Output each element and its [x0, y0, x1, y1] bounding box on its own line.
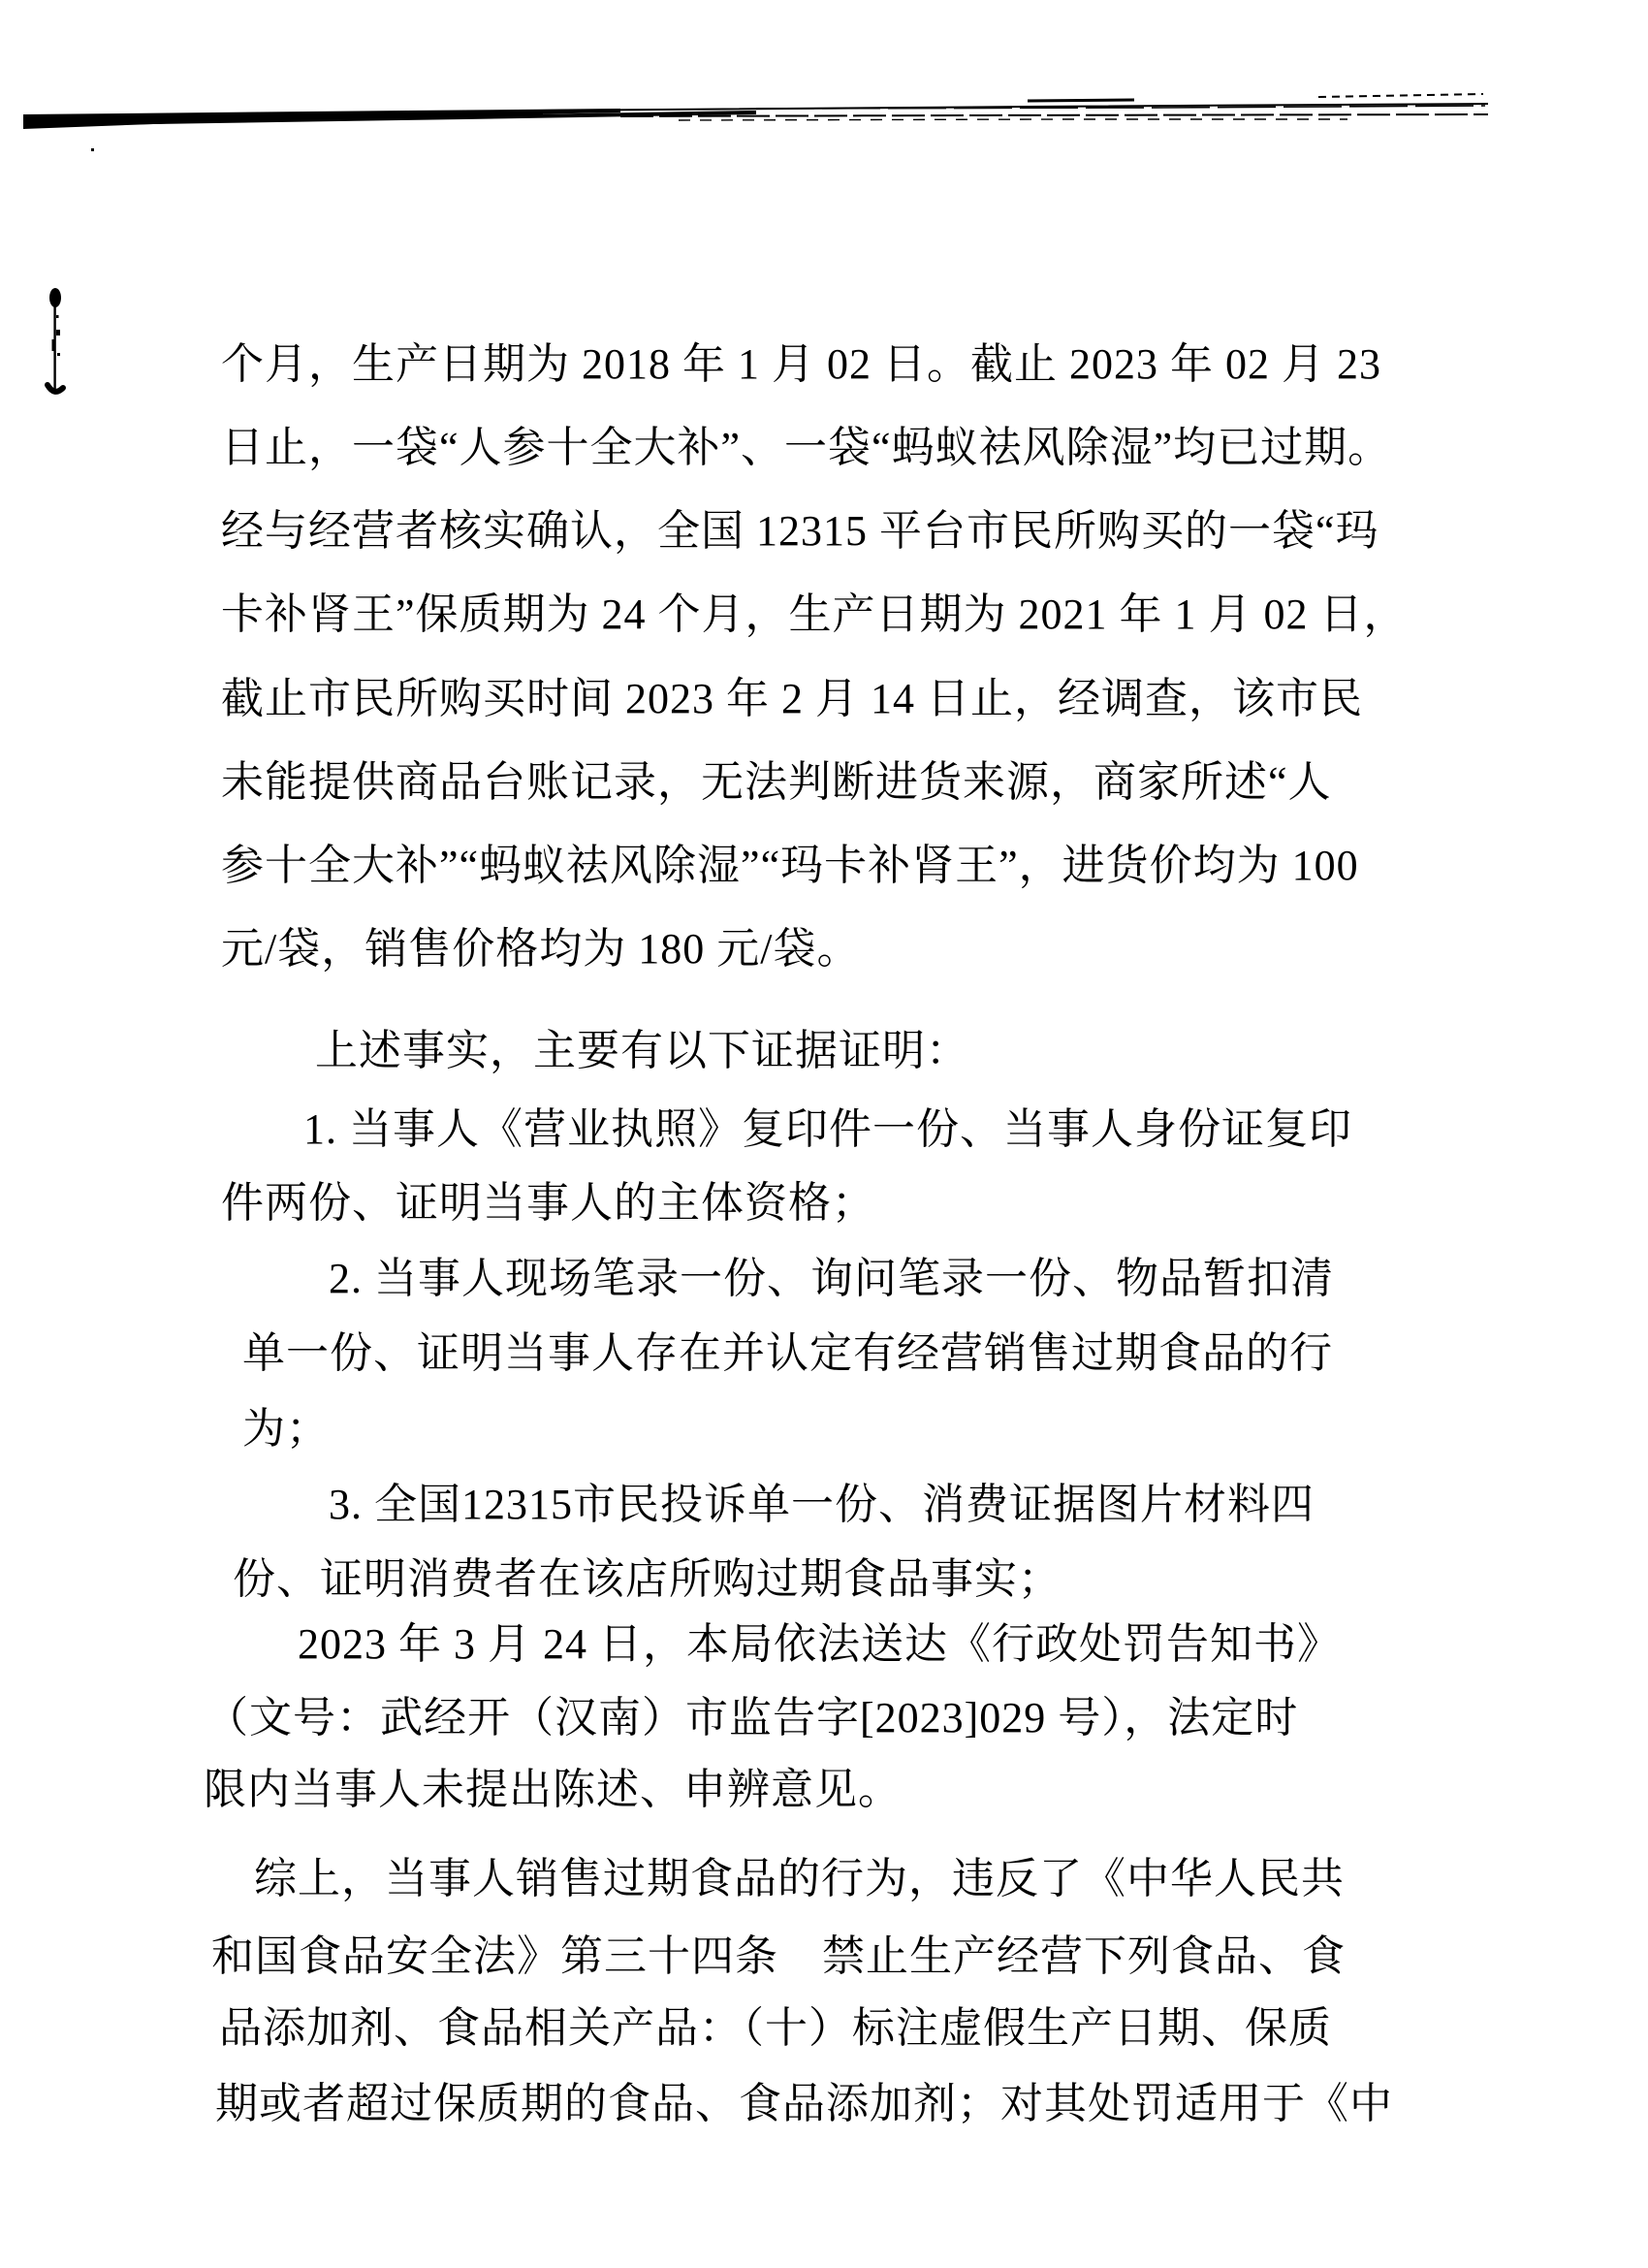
text-line: 件两份、证明当事人的主体资格； [221, 1179, 875, 1227]
text-line: 2023 年 3 月 24 日，本局依法送达《行政处罚告知书》 [298, 1620, 1341, 1668]
scan-streak-artifact [0, 0, 1648, 213]
text-line: 经与经营者核实确认，全国 12315 平台市民所购买的一袋“玛 [221, 507, 1379, 555]
text-line: 2. 当事人现场笔录一份、询问笔录一份、物品暂扣清 [329, 1255, 1334, 1302]
text-line: 限内当事人未提出陈述、申辨意见。 [204, 1766, 902, 1813]
text-line: 元/袋，销售价格均为 180 元/袋。 [221, 925, 861, 973]
text-line: 上述事实，主要有以下证据证明： [315, 1027, 969, 1074]
text-line: 期或者超过保质期的食品、食品添加剂；对其处罚适用于《中 [215, 2080, 1393, 2127]
text-line: 截止市民所购买时间 2023 年 2 月 14 日止，经调查，该市民 [221, 675, 1363, 722]
text-line: 未能提供商品台账记录，无法判断进货来源，商家所述“人 [221, 758, 1332, 806]
text-line: 个月，生产日期为 2018 年 1 月 02 日。截止 2023 年 02 月 23 [221, 340, 1381, 388]
text-line: （文号：武经开（汉南）市监告字[2023]029 号），法定时 [206, 1694, 1299, 1741]
text-line: 份、证明消费者在该店所购过期食品事实； [233, 1555, 1062, 1603]
text-line: 综上，当事人销售过期食品的行为，违反了《中华人民共 [254, 1855, 1345, 1902]
text-line: 1. 当事人《营业执照》复印件一份、当事人身份证复印 [303, 1105, 1352, 1153]
text-line: 日止，一袋“人参十全大补”、一袋“蚂蚁祛风除湿”均已过期。 [221, 424, 1392, 471]
text-line: 3. 全国12315市民投诉单一份、消费证据图片材料四 [329, 1481, 1315, 1528]
text-line: 品添加剂、食品相关产品：（十）标注虚假生产日期、保质 [219, 2004, 1332, 2052]
pen-mark-artifact [0, 252, 136, 446]
text-line: 和国食品安全法》第三十四条 禁止生产经营下列食品、食 [211, 1933, 1346, 1980]
text-line: 卡补肾王”保质期为 24 个月，生产日期为 2021 年 1 月 02 日， [221, 591, 1408, 638]
text-line: 为； [242, 1405, 330, 1453]
text-line: 参十全大补”“蚂蚁祛风除湿”“玛卡补肾王”，进货价均为 100 [221, 842, 1359, 889]
text-line: 单一份、证明当事人存在并认定有经营销售过期食品的行 [242, 1329, 1333, 1377]
